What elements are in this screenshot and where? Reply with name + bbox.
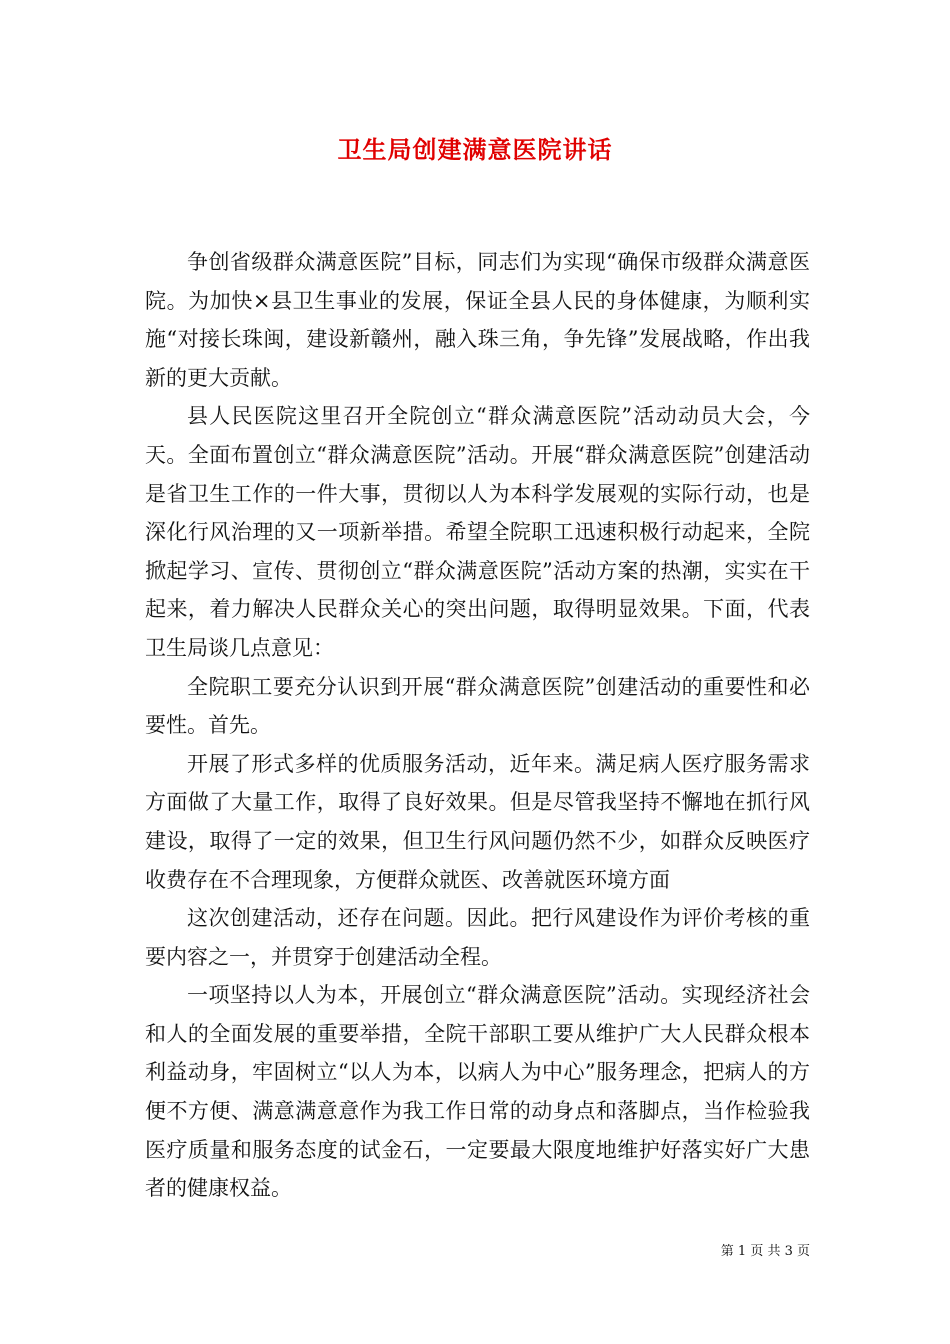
paragraph-1: 争创省级群众满意医院”目标，同志们为实现“确保市级群众满意医院。为加快×县卫生事业的发展，保证全县人民的身体健康，为顺利实施“对接长珠闽，建设新赣州，融入珠三角，争先锋”发展战略，作出我新的更大贡献。 [145, 250, 810, 390]
paragraph-3: 全院职工要充分认识到开展“群众满意医院”创建活动的重要性和必要性。首先。 [145, 674, 810, 738]
paragraph-2: 县人民医院这里召开全院创立“群众满意医院”活动动员大会，今天。全面布置创立“群众满意医院”活动。开展“群众满意医院”创建活动是省卫生工作的一件大事，贯彻以人为本科学发展观的实际行动，也是深化行风治理的又一项新举措。希望全院职工迅速积极行动起来，全院掀起学习、宣传、贯彻创立“群众满意医院”活动方案的热潮，实实在干起来，着力解决人民群众关心的突出问题，取得明显效果。下面，代表卫生局谈几点意见： [145, 404, 810, 660]
paragraph-6: 一项坚持以人为本，开展创立“群众满意医院”活动。实现经济社会和人的全面发展的重要举措，全院干部职工要从维护广大人民群众根本利益动身，牢固树立“以人为本，以病人为中心”服务理念，把病人的方便不方便、满意满意意作为我工作日常的动身点和落脚点，当作检验我医疗质量和服务态度的试金石，一定要最大限度地维护好落实好广大患者的健康权益。 [145, 983, 810, 1201]
paragraph-5: 这次创建活动，还存在问题。因此。把行风建设作为评价考核的重要内容之一，并贯穿于创建活动全程。 [145, 906, 810, 969]
document-body [145, 243, 810, 1208]
page-number: 第 1 页 共 3 页 [720, 1244, 810, 1259]
document-title: 卫生局创建满意医院讲话 [337, 135, 613, 164]
paragraph-4: 开展了形式多样的优质服务活动，近年来。满足病人医疗服务需求方面做了大量工作，取得了良好效果。但是尽管我坚持不懈地在抓行风建设，取得了一定的效果，但卫生行风问题仍然不少，如群众反映医疗收费存在不合理现象，方便群众就医、改善就医环境方面 [145, 751, 810, 892]
